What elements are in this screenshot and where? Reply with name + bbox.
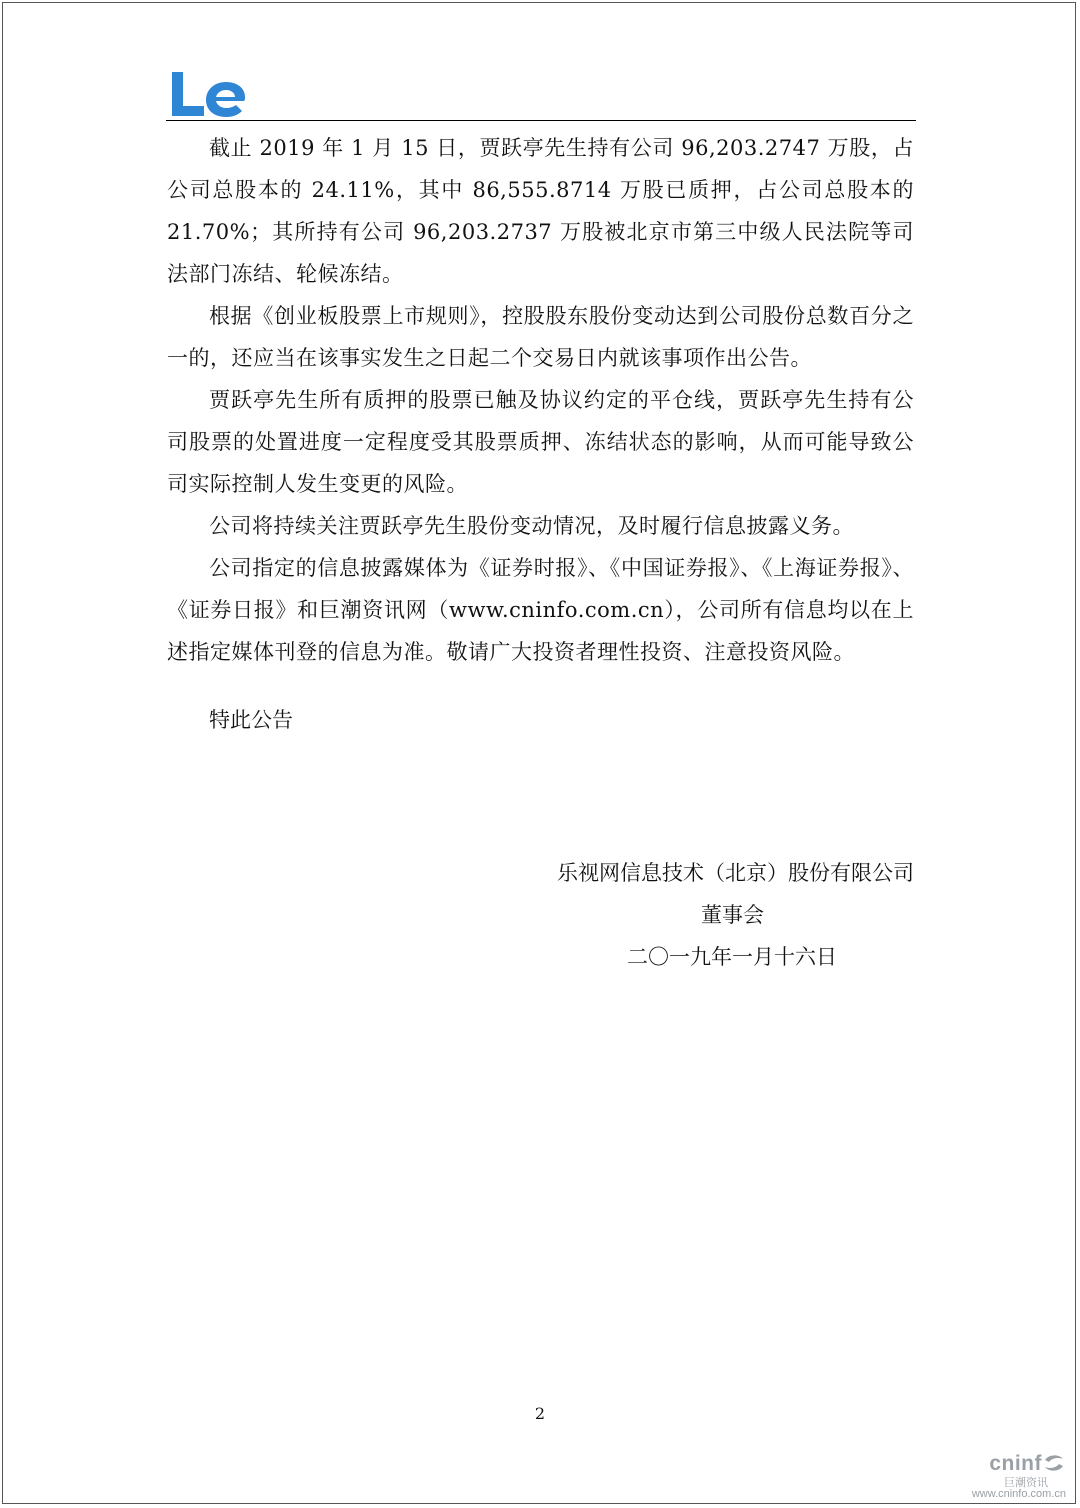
watermark-url: www.cninfo.com.cn bbox=[971, 1488, 1066, 1500]
signature-block bbox=[557, 852, 914, 978]
header-rule bbox=[166, 120, 916, 121]
cninfo-watermark bbox=[970, 1440, 1070, 1502]
paragraph-pledge-risk: 贾跃亭先生所有质押的股票已触及协议约定的平仓线，贾跃亭先生持有公司股票的处置进度一定程度受其股票质押、冻结状态的影响，从而可能导致公司实际控制人发生变更的风险。 bbox=[167, 388, 914, 496]
watermark-brand: cninf bbox=[989, 1452, 1042, 1475]
closing-statement: 特此公告 bbox=[209, 708, 293, 732]
page-number: 2 bbox=[534, 1404, 546, 1423]
paragraph-listing-rules: 根据《创业板股票上市规则》，控股股东股份变动达到公司股份总数百分之一的，还应当在该事实发生之日起二个交易日内就该事项作出公告。 bbox=[167, 304, 914, 370]
signature-date: 二〇一九年一月十六日 bbox=[627, 945, 837, 969]
signature-company: 乐视网信息技术（北京）股份有限公司 bbox=[557, 861, 914, 885]
paragraph-shareholding: 截止 2019 年 1 月 15 日，贾跃亭先生持有公司 96,203.2747 万股，占公司总股本的 24.11%，其中 86,555.8714 万股已质押，占公司总股本的 21.70%；其所持有公司 96,203.2737 万股被北京市第三中级人民法院等司法部门冻结、轮候冻结。 bbox=[167, 136, 914, 286]
signature-board: 董事会 bbox=[701, 903, 764, 927]
announcement-body bbox=[167, 127, 914, 673]
paragraph-disclosure-duty: 公司将持续关注贾跃亭先生股份变动情况，及时履行信息披露义务。 bbox=[209, 514, 854, 538]
watermark-brand-cn: 巨潮资讯 bbox=[1004, 1477, 1048, 1489]
paragraph-media: 公司指定的信息披露媒体为《证券时报》、《中国证券报》、《上海证券报》、《证券日报》和巨潮资讯网（www.cninfo.com.cn），公司所有信息均以在上述指定媒体刊登的信息为准。敬请广大投资者理性投资、注意投资风险。 bbox=[167, 556, 914, 664]
cninfo-swirl-icon bbox=[1042, 1452, 1066, 1474]
le-logo bbox=[168, 68, 248, 118]
